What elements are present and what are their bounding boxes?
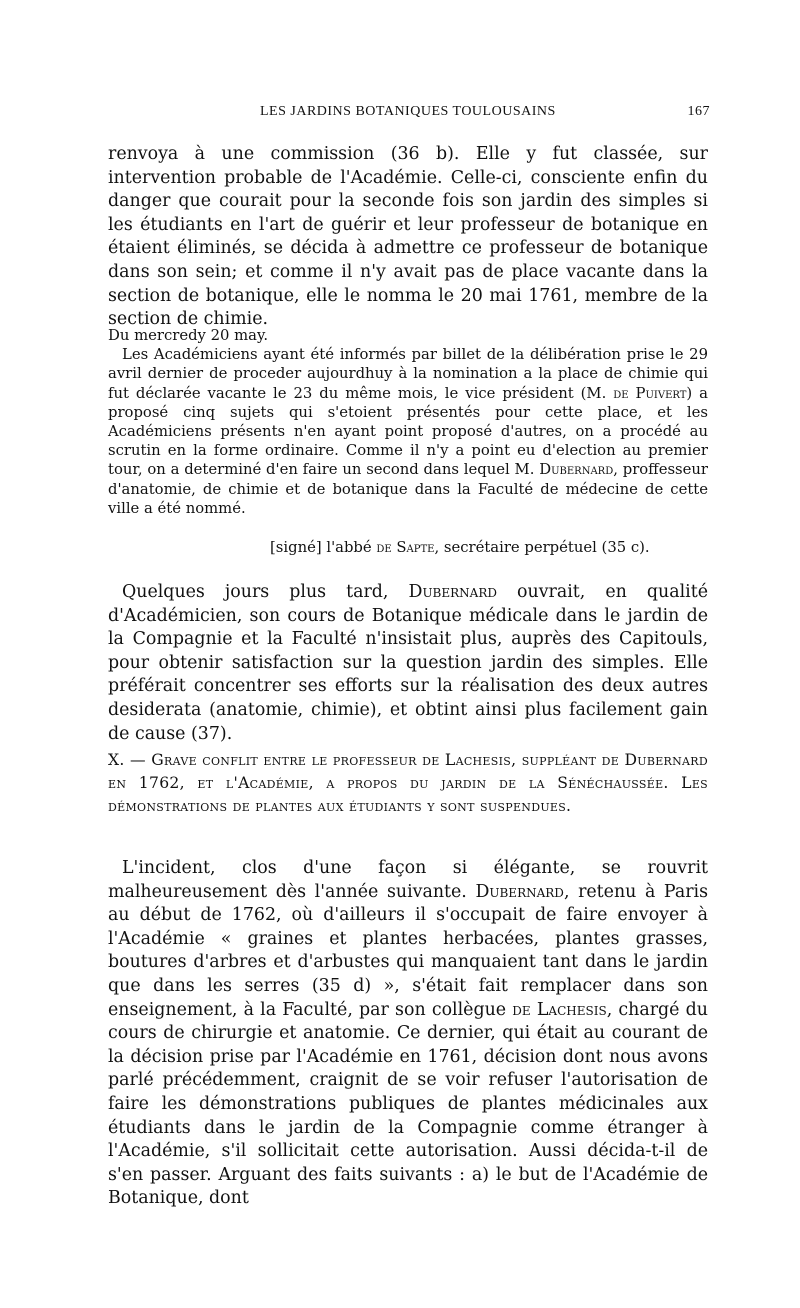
- name-dubernard: Dubernard: [539, 461, 614, 479]
- quote-body: [108, 345, 708, 518]
- section-heading-x: X. — Grave conflit entre le professeur de Lachesis, suppléant de Dubernard en 1762, et l'Académie, a propos du jardin de la Sénéchaussée. Les démonstrations de plantes aux étudiants y sont suspendues.: [108, 751, 708, 815]
- quoted-deliberation: [108, 326, 708, 518]
- name-de-sapte: de Sapte: [376, 539, 435, 556]
- name-de-lachesis: de Lachesis: [512, 999, 607, 1020]
- name-dubernard: Dubernard: [475, 881, 564, 902]
- paragraph-text: [108, 857, 708, 1211]
- name-de-puivert: de Puivert: [613, 384, 687, 402]
- paragraph-text: renvoya à une commission (36 b). Elle y fut classée, sur intervention probable de l'Académie. Celle-ci, consciente enfin du danger que courait pour la seconde fois son jardin des simples si les étudiants en l'art de guérir et leur professeur de botanique en étaient éliminés, se décida à admettre ce professeur de botanique dans son sein; et comme il n'y avait pas de place vacante dans la section de botanique, elle le nomma le 20 mai 1761, membre de la section de chimie.: [108, 144, 708, 330]
- paragraph-part: L'incident, clos d'une façon si élégante, se rouvrit malheureusement dès l'année suivante.: [108, 858, 708, 902]
- quote-body-part: , proffesseur d'anatomie, de chimie et de botanique dans la Faculté de médecine de cette ville a été nommé.: [108, 461, 708, 517]
- quote-body-part: Les Académiciens ayant été informés par billet de la délibération prise le 29 avril dernier de proceder aujourdhuy à la nomination a la place de chimie qui fut déclarée vacante le 23 du même mois, le vice président (M.: [108, 346, 708, 402]
- page-header: [0, 104, 800, 126]
- running-title: LES JARDINS BOTANIQUES TOULOUSAINS: [260, 104, 556, 119]
- signature-part: , secrétaire perpétuel (35 c).: [434, 539, 650, 556]
- paragraph-commission: [108, 143, 708, 332]
- quote-date-line: Du mercredy 20 may.: [108, 327, 269, 344]
- paragraph-text: [108, 581, 708, 746]
- paragraph-part: Quelques jours plus tard,: [122, 582, 409, 602]
- page-number: 167: [687, 104, 710, 119]
- paragraph-part: , retenu à Paris au début de 1762, où d'ailleurs il s'occupait de faire envoyer à l'Académie « graines et plantes herbacées, plantes grasses, boutures d'arbres et d'arbustes qui manquaient tant dans le jardin que dans les serres (35 d) », s'était fait remplacer dans son enseignement, à la Faculté, par son collègue: [108, 881, 708, 1020]
- quote-signature: [270, 539, 690, 556]
- name-dubernard: Dubernard: [408, 582, 497, 602]
- paragraph-part: ouvrait, en qualité d'Académicien, son cours de Botanique médicale dans le jardin de la Compagnie et la Faculté n'insistait plus, auprès des Capitouls, pour obtenir satisfaction sur la question jardin des simples. Elle préférait concentrer ses efforts sur la réalisation des deux autres desiderata (anatomie, chimie), et obtint ainsi plus facilement gain de cause (37).: [108, 582, 708, 744]
- paragraph-incident: [108, 857, 708, 1211]
- paragraph-part: , chargé du cours de chirurgie et anatomie. Ce dernier, qui était au courant de la décision prise par l'Académie en 1761, décision dont nous avons parlé précédemment, craignit de se voir refuser l'autorisation de faire les démonstrations publiques de plantes médicinales aux étudiants dans le jardin de la Compagnie comme étranger à l'Académie, s'il sollicitait cette autorisation. Aussi décida-t-il de s'en passer. Arguant des faits suivants : a) le but de l'Académie de Botanique, dont: [108, 999, 708, 1209]
- paragraph-cours-botanique: [108, 581, 708, 746]
- quote-body-part: ) a proposé cinq sujets qui s'etoient présentés pour cette place, et les Académiciens présents n'en ayant point proposé d'autres, on a procédé au scrutin en la forme ordinaire. Comme il n'y a point eu d'election au premier tour, on a determiné d'en faire un second dans lequel M.: [108, 384, 708, 479]
- signature-part: [signé] l'abbé: [270, 539, 377, 556]
